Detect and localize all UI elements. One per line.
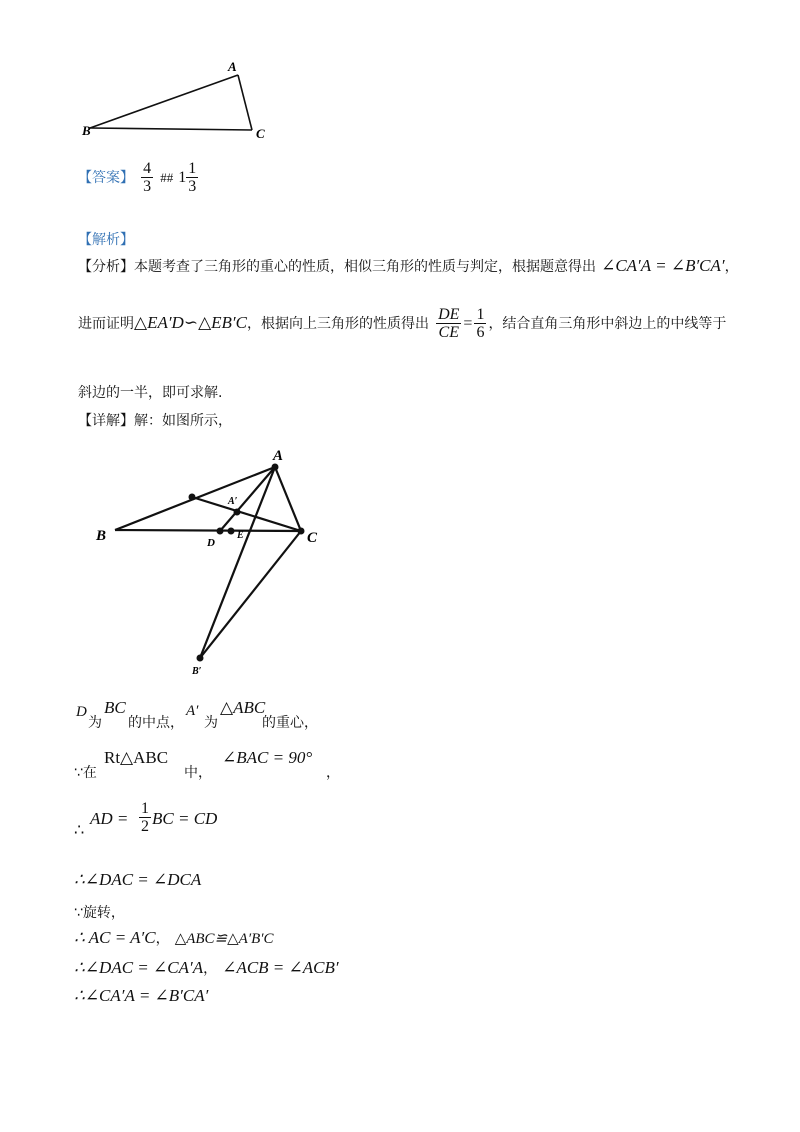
step-7: [74, 958, 339, 978]
step6-sep: ，: [155, 931, 170, 947]
fenxi-line1-math: ∠CA′A = ∠B′CA′: [601, 256, 725, 275]
fig2-point-a-prime: [234, 509, 241, 516]
fig2-label-a: A: [273, 448, 284, 464]
fig1-label-c: C: [256, 126, 265, 141]
fig2-point-mid-ab: [189, 494, 196, 501]
step1-end: 的重心，: [262, 715, 318, 731]
answer-line: [78, 160, 200, 195]
step-6: [74, 928, 274, 948]
fig2-label-b-prime: B′: [192, 666, 202, 677]
fenxi-frac-one-six: [474, 306, 486, 341]
step7-sep: ，: [203, 961, 218, 977]
fenxi-frac-den: CE: [438, 324, 459, 341]
detail-text: 解：如图所示，: [134, 413, 232, 429]
step3-frac-num: 1: [141, 800, 149, 817]
answer-mixed-frac: [186, 160, 198, 195]
step1-d: D: [76, 704, 87, 720]
fenxi-eq: =: [463, 315, 473, 332]
step3-frac: [139, 800, 151, 835]
fenxi-frac-de-ce: [436, 306, 461, 341]
step2-because: ∵在: [74, 765, 97, 781]
step-8: ∴∠CA′A = ∠B′CA′: [74, 986, 209, 1005]
answer-mixed-num: 1: [188, 160, 197, 177]
fenxi-line-1: [78, 256, 739, 276]
step1-a-prime: A′: [186, 703, 199, 719]
step1-mid: 的中点，: [128, 715, 184, 731]
fenxi-line2-mid: ，根据向上三角形的性质得出: [246, 316, 429, 332]
fig2-side-ac: [275, 467, 301, 531]
fenxi-line-2: [78, 306, 726, 341]
fig2-line-mab-c: [192, 497, 301, 531]
fenxi-frac-num: DE: [438, 306, 460, 323]
fig2-side-ab-prime: [200, 467, 275, 658]
triangle-figure-2: [88, 440, 338, 680]
fig2-side-cb-prime: [200, 531, 301, 658]
fig2-label-a-prime: A′: [228, 496, 238, 507]
fig1-side-ac: [238, 75, 252, 130]
fenxi-line2-math: △EA′D∽△EB′C: [134, 313, 247, 332]
step3-frac-den: 2: [141, 818, 149, 835]
step3-lhs: AD =: [90, 809, 129, 828]
step1-wei2: 为: [204, 715, 218, 731]
fig2-point-a: [272, 464, 279, 471]
fenxi-frac2-den: 6: [476, 324, 485, 341]
fenxi-line2-tail: ，结合直角三角形中斜边上的中线等于: [488, 316, 727, 332]
fig2-point-d: [217, 528, 224, 535]
step-1: [74, 698, 474, 738]
fig1-side-bc: [90, 128, 252, 130]
step7-a: ∴∠DAC = ∠CA′A: [74, 958, 204, 977]
fig1-label-a: A: [228, 59, 237, 74]
step-3: [74, 800, 474, 844]
step1-bc: BC: [104, 698, 126, 717]
answer-label: 【答案】: [78, 170, 134, 186]
step2-zhong: 中，: [184, 765, 212, 781]
answer-mixed-whole: 1: [178, 169, 187, 186]
fenxi-line1-tail: ，: [724, 259, 739, 275]
step3-therefore: ∴: [74, 820, 85, 839]
triangle-figure-1: [80, 55, 280, 150]
step7-b: ∠ACB = ∠ACB′: [222, 958, 339, 977]
fig2-point-e: [228, 528, 235, 535]
step-5: ∵旋转，: [74, 905, 125, 921]
detail-line: [78, 410, 232, 430]
fenxi-frac2-num: 1: [476, 306, 485, 323]
step2-angle: ∠BAC = 90°: [222, 748, 313, 767]
fig2-label-e: E: [237, 530, 244, 541]
answer-mixed-den: 3: [188, 178, 197, 195]
fenxi-label: 【分析】: [78, 259, 134, 275]
step-4: ∴∠DAC = ∠DCA: [74, 870, 202, 889]
fenxi-line-3: 斜边的一半，即可求解.: [78, 385, 223, 401]
fig1-label-b: B: [82, 123, 91, 138]
analysis-header: 【解析】: [78, 232, 134, 248]
detail-label: 【详解】: [78, 413, 134, 429]
step6-a: ∴ AC = A′C: [74, 928, 156, 947]
fig2-point-b-prime: [197, 655, 204, 662]
step-2: [74, 748, 474, 781]
fenxi-line1-text: 本题考查了三角形的重心的性质，相似三角形的性质与判定，根据题意得出: [134, 259, 596, 275]
answer-frac-1-den: 3: [143, 178, 152, 195]
step2-rt: Rt△ABC: [104, 748, 169, 767]
fig2-label-b: B: [96, 528, 107, 544]
fig2-side-bc: [115, 530, 301, 531]
fig1-side-ab: [90, 75, 238, 128]
fig2-label-d: D: [207, 537, 215, 549]
fig2-point-c: [298, 528, 305, 535]
fenxi-line2-pre: 进而证明: [78, 316, 134, 332]
step6-b: △ABC≌△A′B′C: [174, 931, 274, 947]
fig2-label-c: C: [307, 530, 318, 546]
step1-wei: 为: [88, 715, 102, 731]
step1-triangle: △ABC: [220, 698, 266, 717]
step3-rhs: BC = CD: [152, 809, 218, 828]
step2-end: ，: [326, 765, 340, 781]
answer-frac-1: [141, 160, 153, 195]
answer-sep: ##: [160, 170, 174, 185]
answer-frac-1-num: 4: [143, 160, 152, 177]
